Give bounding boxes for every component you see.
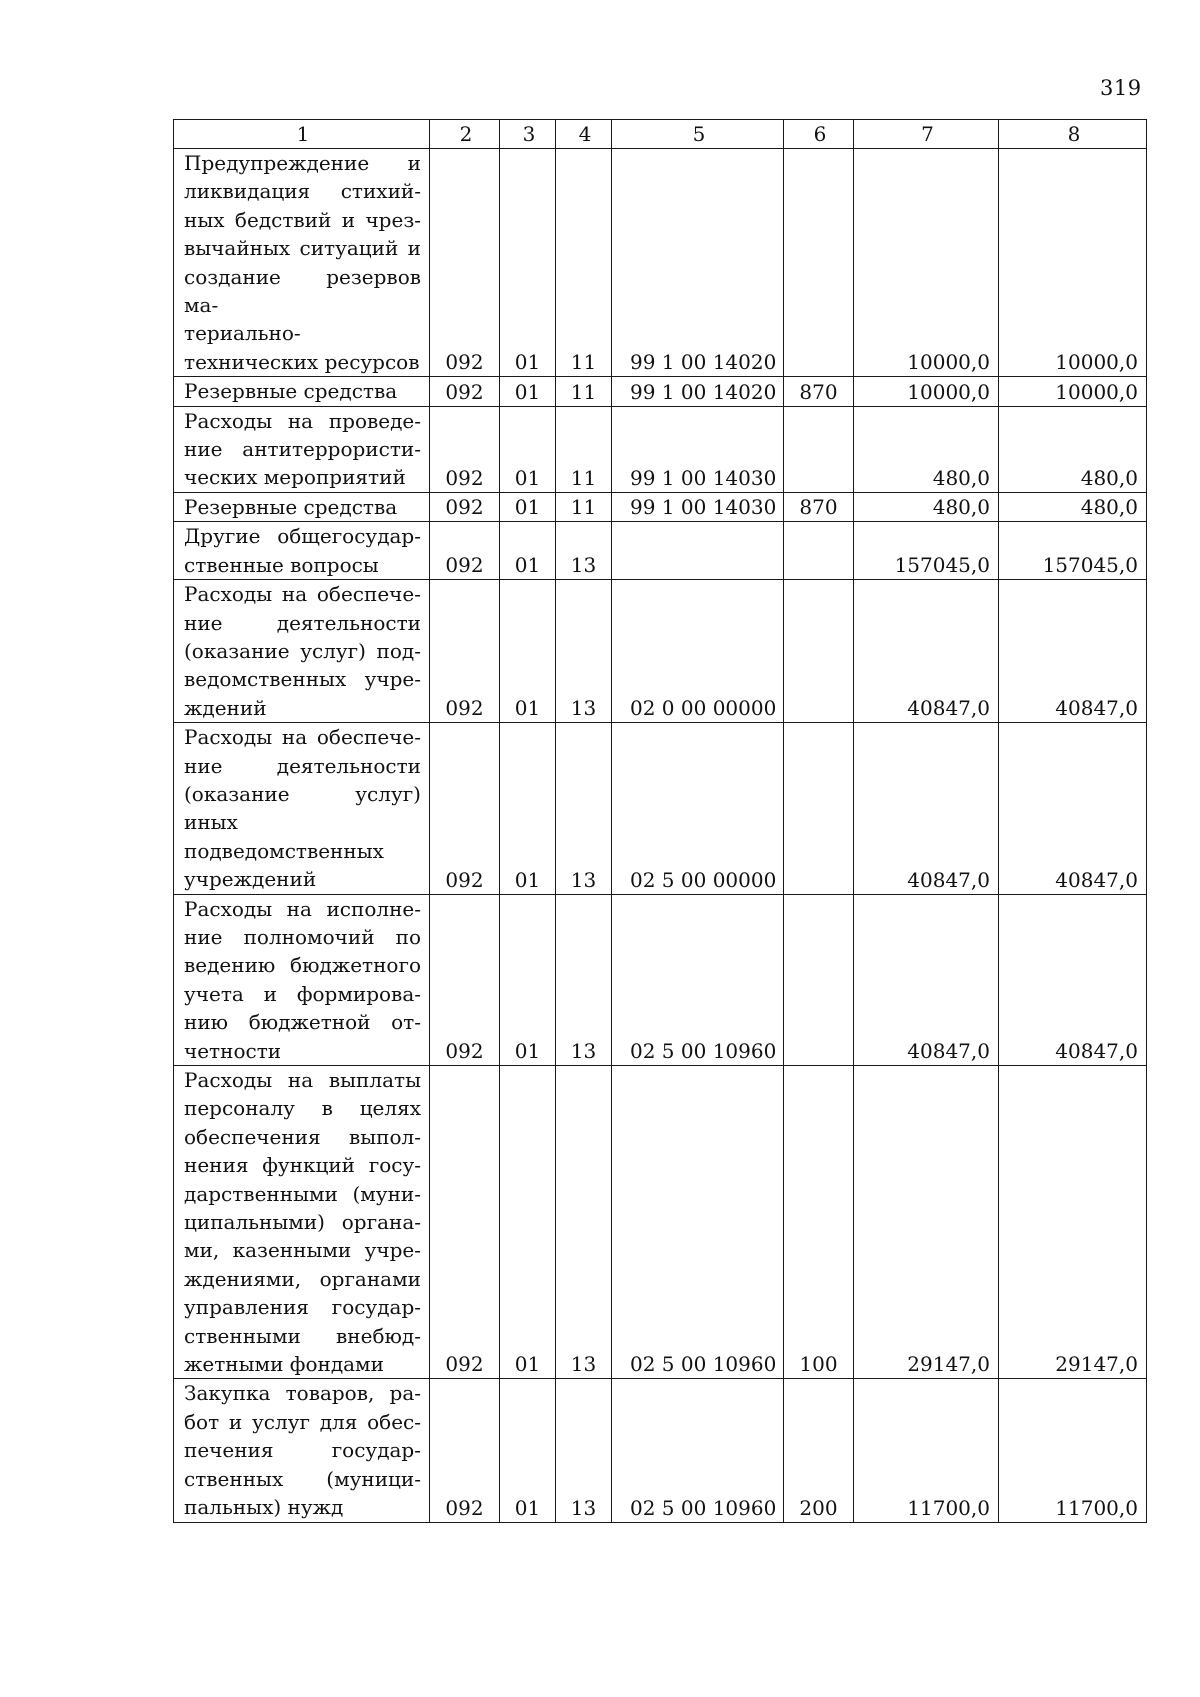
subsection-code-cell: 11 [556, 377, 612, 406]
section-code-cell: 01 [500, 1066, 556, 1379]
subsection-code-cell: 13 [556, 1379, 612, 1522]
department-code-cell: 092 [430, 492, 500, 521]
header-col-3: 3 [500, 120, 556, 149]
row-name-line: ческих мероприятий [184, 465, 406, 490]
header-col-2: 2 [430, 120, 500, 149]
row-name-line: четности [184, 1038, 282, 1063]
row-name-cell [174, 149, 430, 377]
expense-type-cell: 870 [784, 377, 854, 406]
row-name-line: Расходы на обеспече- [184, 725, 421, 750]
row-name-line: учреждений [184, 867, 317, 892]
expense-type-cell [784, 723, 854, 894]
subsection-code-cell: 13 [556, 723, 612, 894]
target-article-cell: 99 1 00 14030 [612, 406, 784, 492]
row-name-line: персоналу в целях [184, 1096, 421, 1121]
header-col-4: 4 [556, 120, 612, 149]
row-name-line: Расходы на выплаты [184, 1068, 421, 1092]
expense-type-cell [784, 522, 854, 580]
header-col-5: 5 [612, 120, 784, 149]
row-name-line: ние полномочий по [184, 924, 421, 949]
row-name-line: пальных) нужд [184, 1495, 344, 1520]
row-name-line: Расходы на проведе- [184, 408, 421, 433]
row-name-line: Закупка товаров, ра- [184, 1381, 421, 1406]
row-name-line: бот и услуг для обес- [184, 1409, 421, 1434]
table-row [174, 894, 1147, 1065]
row-name-line: ственных (муници- [184, 1466, 421, 1491]
table-row [174, 723, 1147, 894]
row-name-line: Предупреждение и [184, 151, 421, 175]
target-article-cell: 99 1 00 14020 [612, 149, 784, 377]
row-name-line: вычайных ситуаций и [184, 236, 421, 261]
expense-type-cell: 200 [784, 1379, 854, 1522]
row-name-cell [174, 406, 430, 492]
header-col-6: 6 [784, 120, 854, 149]
row-name-line: создание резервов ма- [184, 264, 421, 318]
section-code-cell: 01 [500, 580, 556, 723]
amount-year-1-cell: 480,0 [854, 492, 999, 521]
table-row [174, 580, 1147, 723]
department-code-cell: 092 [430, 1066, 500, 1379]
department-code-cell: 092 [430, 723, 500, 894]
section-code-cell: 01 [500, 1379, 556, 1522]
target-article-cell: 02 5 00 10960 [612, 1379, 784, 1522]
target-article-cell: 99 1 00 14030 [612, 492, 784, 521]
page-number: 319 [1100, 76, 1142, 100]
row-name-line: Другие общегосудар- [184, 524, 421, 549]
row-name-line: ние антитеррористи- [184, 437, 421, 462]
target-article-cell: 02 0 00 00000 [612, 580, 784, 723]
section-code-cell: 01 [500, 377, 556, 406]
subsection-code-cell: 11 [556, 492, 612, 521]
target-article-cell: 02 5 00 10960 [612, 894, 784, 1065]
amount-year-2-cell: 40847,0 [999, 894, 1147, 1065]
department-code-cell: 092 [430, 522, 500, 580]
row-name-line: ственными внебюд- [184, 1323, 421, 1348]
amount-year-1-cell: 11700,0 [854, 1379, 999, 1522]
row-name-line: териально- [184, 321, 301, 346]
row-name-line: обеспечения выпол- [184, 1124, 421, 1149]
department-code-cell: 092 [430, 149, 500, 377]
section-code-cell: 01 [500, 894, 556, 1065]
department-code-cell: 092 [430, 580, 500, 723]
subsection-code-cell: 13 [556, 580, 612, 723]
row-name-line: ведению бюджетного [184, 953, 421, 978]
amount-year-2-cell: 10000,0 [999, 377, 1147, 406]
amount-year-2-cell: 40847,0 [999, 723, 1147, 894]
row-name-line: учета и формирова- [184, 981, 421, 1006]
row-name-line: ждений [184, 695, 267, 720]
department-code-cell: 092 [430, 1379, 500, 1522]
amount-year-2-cell: 29147,0 [999, 1066, 1147, 1379]
table-row [174, 1379, 1147, 1522]
row-name-line: дарственными (муни- [184, 1181, 421, 1206]
row-name-line: ведомственных учре- [184, 667, 421, 692]
department-code-cell: 092 [430, 894, 500, 1065]
row-name-line: Резервные средства [184, 494, 398, 519]
amount-year-2-cell: 40847,0 [999, 580, 1147, 723]
row-name-cell [174, 580, 430, 723]
expense-type-cell [784, 406, 854, 492]
expense-type-cell [784, 149, 854, 377]
table-row [174, 377, 1147, 406]
header-col-7: 7 [854, 120, 999, 149]
row-name-line: ждениями, органами [184, 1266, 421, 1291]
amount-year-2-cell: 480,0 [999, 406, 1147, 492]
table-row [174, 492, 1147, 521]
amount-year-1-cell: 29147,0 [854, 1066, 999, 1379]
amount-year-1-cell: 10000,0 [854, 149, 999, 377]
amount-year-1-cell: 10000,0 [854, 377, 999, 406]
amount-year-1-cell: 480,0 [854, 406, 999, 492]
row-name-line: (оказание услуг) под- [184, 638, 421, 663]
row-name-line: ние деятельности [184, 610, 421, 635]
section-code-cell: 01 [500, 406, 556, 492]
row-name-line: ных бедствий и чрез- [184, 207, 421, 232]
table-row [174, 1066, 1147, 1379]
row-name-line: ликвидация стихий- [184, 179, 421, 204]
target-article-cell: 02 5 00 00000 [612, 723, 784, 894]
row-name-line: ципальными) органа- [184, 1210, 421, 1235]
row-name-line: печения государ- [184, 1438, 421, 1463]
row-name-line: нения функций госу- [184, 1153, 421, 1178]
row-name-cell [174, 723, 430, 894]
row-name-cell [174, 377, 430, 406]
amount-year-2-cell: 10000,0 [999, 149, 1147, 377]
row-name-line: (оказание услуг) иных [184, 781, 421, 835]
expense-type-cell [784, 580, 854, 723]
table-body [174, 120, 1147, 1523]
amount-year-1-cell: 40847,0 [854, 580, 999, 723]
row-name-line: нию бюджетной от- [184, 1010, 421, 1035]
row-name-line: ственные вопросы [184, 552, 379, 577]
header-col-1: 1 [174, 120, 430, 149]
expense-type-cell: 870 [784, 492, 854, 521]
row-name-line: Расходы на обеспече- [184, 582, 421, 607]
amount-year-2-cell: 157045,0 [999, 522, 1147, 580]
subsection-code-cell: 11 [556, 406, 612, 492]
target-article-cell [612, 522, 784, 580]
target-article-cell: 02 5 00 10960 [612, 1066, 784, 1379]
row-name-cell [174, 492, 430, 521]
expense-type-cell: 100 [784, 1066, 854, 1379]
row-name-cell [174, 1066, 430, 1379]
section-code-cell: 01 [500, 522, 556, 580]
department-code-cell: 092 [430, 377, 500, 406]
row-name-line: Резервные средства [184, 379, 398, 404]
section-code-cell: 01 [500, 492, 556, 521]
table-row [174, 522, 1147, 580]
amount-year-1-cell: 40847,0 [854, 894, 999, 1065]
subsection-code-cell: 13 [556, 522, 612, 580]
budget-table [173, 119, 1147, 1523]
row-name-line: ние деятельности [184, 753, 421, 778]
row-name-line: управления государ- [184, 1295, 421, 1320]
row-name-line: жетными фондами [184, 1352, 384, 1377]
row-name-line: ми, казенными учре- [184, 1238, 421, 1263]
section-code-cell: 01 [500, 723, 556, 894]
table-row [174, 149, 1147, 377]
row-name-line: Расходы на исполне- [184, 896, 421, 921]
expense-type-cell [784, 894, 854, 1065]
amount-year-2-cell: 11700,0 [999, 1379, 1147, 1522]
table-row [174, 406, 1147, 492]
subsection-code-cell: 13 [556, 894, 612, 1065]
amount-year-1-cell: 157045,0 [854, 522, 999, 580]
row-name-cell [174, 894, 430, 1065]
row-name-line: технических ресурсов [184, 349, 420, 374]
target-article-cell: 99 1 00 14020 [612, 377, 784, 406]
row-name-cell [174, 522, 430, 580]
subsection-code-cell: 13 [556, 1066, 612, 1379]
section-code-cell: 01 [500, 149, 556, 377]
table-header-row [174, 120, 1147, 149]
amount-year-1-cell: 40847,0 [854, 723, 999, 894]
subsection-code-cell: 11 [556, 149, 612, 377]
row-name-line: подведомственных [184, 838, 384, 863]
header-col-8: 8 [999, 120, 1147, 149]
department-code-cell: 092 [430, 406, 500, 492]
row-name-cell [174, 1379, 430, 1522]
amount-year-2-cell: 480,0 [999, 492, 1147, 521]
